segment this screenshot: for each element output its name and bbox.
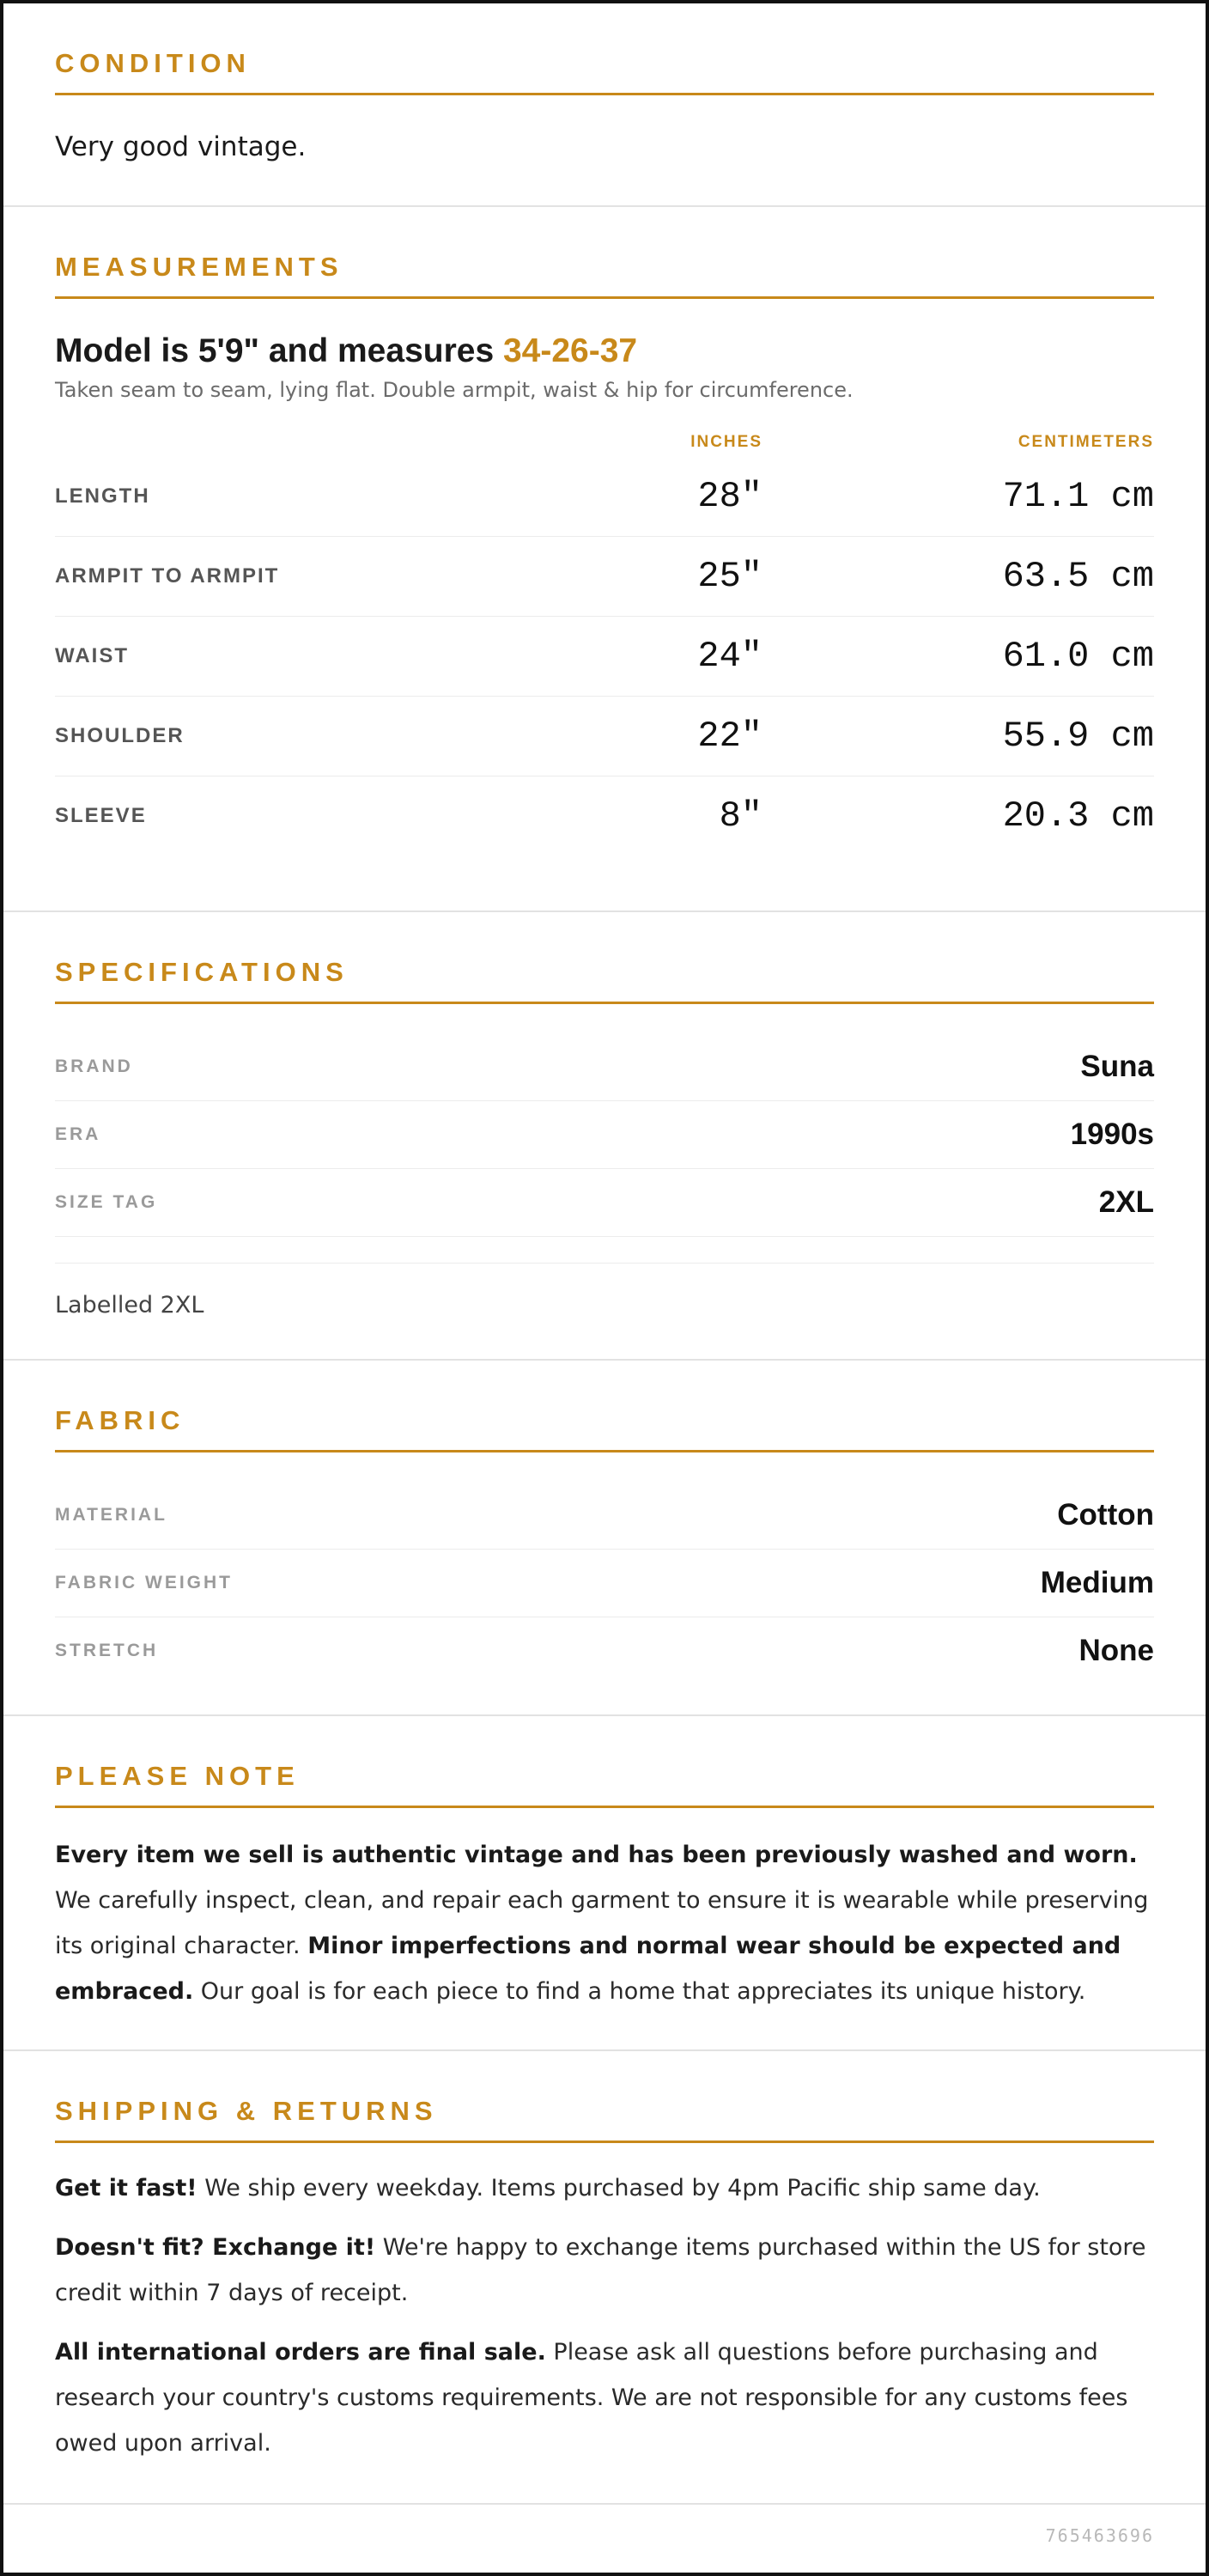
please-note-text — [55, 1832, 1154, 2014]
measurement-cm: 61.0 cm — [1002, 636, 1154, 677]
shipping-paragraph-international — [55, 2329, 1154, 2466]
shipping-paragraph-fast — [55, 2165, 1154, 2211]
shipping-returns-heading: SHIPPING & RETURNS — [55, 2096, 1154, 2143]
fabric-row-weight — [55, 1550, 1154, 1617]
spec-row-era — [55, 1101, 1154, 1169]
specifications-note: Labelled 2XL — [55, 1263, 1154, 1320]
measurement-label: ARMPIT TO ARMPIT — [55, 564, 280, 588]
measurement-label: LENGTH — [55, 484, 150, 508]
condition-heading: CONDITION — [55, 48, 1154, 95]
fabric-heading: FABRIC — [55, 1405, 1154, 1452]
please-note-text-2: Our goal is for each piece to find a home that appreciates its unique history. — [193, 1978, 1086, 2005]
shipping-international-text: Please ask all questions before purchasing and research your country's customs requirements. We are not responsible for any customs fees owed upon arrival. — [55, 2339, 1128, 2457]
measurement-row — [55, 457, 1154, 537]
measurement-cm: 63.5 cm — [1002, 556, 1154, 597]
model-measurements-accent: 34-26-37 — [502, 332, 638, 369]
shipping-exchange-text: We're happy to exchange items purchased within the US for store credit within 7 days of receipt. — [55, 2234, 1146, 2306]
spec-key: STRETCH — [55, 1641, 159, 1660]
spec-key: BRAND — [55, 1057, 133, 1076]
spec-value: Cotton — [1057, 1498, 1154, 1532]
measurements-heading: MEASUREMENTS — [55, 252, 1154, 299]
please-note-section — [3, 1716, 1206, 2051]
shipping-fast-text: We ship every weekday. Items purchased by 4pm Pacific ship same day. — [197, 2175, 1041, 2201]
footer — [3, 2505, 1206, 2546]
shipping-returns-section — [3, 2051, 1206, 2505]
shipping-international-bold: All international orders are final sale. — [55, 2339, 546, 2366]
sku-number: 765463696 — [1045, 2525, 1154, 2546]
inches-column-header: INCHES — [690, 433, 762, 451]
measurement-inches: 22" — [697, 716, 762, 757]
model-measurements-prefix: Model is 5'9" and measures — [55, 332, 503, 369]
condition-section — [3, 3, 1206, 207]
please-note-text-1: We carefully inspect, clean, and repair each garment to ensure it is wearable while preserving its original character. — [55, 1887, 1149, 1959]
measurement-label: WAIST — [55, 644, 129, 667]
please-note-bold-2: Minor imperfections and normal wear should be expected and embraced. — [55, 1933, 1121, 2005]
measurement-label: SHOULDER — [55, 724, 185, 747]
spec-key: MATERIAL — [55, 1505, 167, 1525]
spec-row-brand — [55, 1033, 1154, 1101]
fabric-section — [3, 1361, 1206, 1716]
measurement-row — [55, 617, 1154, 697]
measurement-row — [55, 776, 1154, 856]
measurement-inches: 25" — [697, 556, 762, 597]
measurement-inches: 28" — [697, 476, 762, 517]
shipping-fast-bold: Get it fast! — [55, 2175, 197, 2201]
spec-key: SIZE TAG — [55, 1192, 158, 1212]
centimeters-column-header: CENTIMETERS — [1018, 433, 1154, 451]
spec-key: FABRIC WEIGHT — [55, 1573, 233, 1592]
please-note-bold-1: Every item we sell is authentic vintage and has been previously washed and worn. — [55, 1842, 1138, 1868]
fabric-row-stretch — [55, 1617, 1154, 1684]
measurements-subtitle: Taken seam to seam, lying flat. Double armpit, waist & hip for circumference. — [55, 378, 854, 402]
specifications-heading: SPECIFICATIONS — [55, 957, 1154, 1004]
measurements-header-row — [55, 433, 1154, 457]
fabric-row-material — [55, 1482, 1154, 1550]
condition-text: Very good vintage. — [55, 131, 307, 162]
measurement-label: SLEEVE — [55, 804, 147, 827]
spec-value: 1990s — [1070, 1117, 1154, 1151]
shipping-paragraph-exchange — [55, 2225, 1154, 2316]
measurements-section — [3, 207, 1206, 912]
spec-key: ERA — [55, 1124, 101, 1144]
measurement-cm: 20.3 cm — [1002, 795, 1154, 837]
measurement-cm: 71.1 cm — [1002, 476, 1154, 517]
shipping-exchange-bold: Doesn't fit? Exchange it! — [55, 2234, 376, 2261]
spec-row-size-tag — [55, 1169, 1154, 1237]
measurement-cm: 55.9 cm — [1002, 716, 1154, 757]
measurement-inches: 8" — [719, 795, 762, 837]
measurement-row — [55, 697, 1154, 776]
measurement-inches: 24" — [697, 636, 762, 677]
spec-value: Suna — [1080, 1050, 1154, 1083]
specifications-section — [3, 912, 1206, 1361]
spec-value: None — [1078, 1634, 1154, 1667]
model-measurements — [55, 332, 1154, 371]
measurements-table — [55, 457, 1154, 856]
please-note-heading: PLEASE NOTE — [55, 1761, 1154, 1808]
spec-value: Medium — [1040, 1566, 1154, 1599]
measurement-row — [55, 537, 1154, 617]
fabric-list — [55, 1482, 1154, 1684]
spec-value: 2XL — [1098, 1185, 1154, 1219]
specifications-list — [55, 1033, 1154, 1237]
